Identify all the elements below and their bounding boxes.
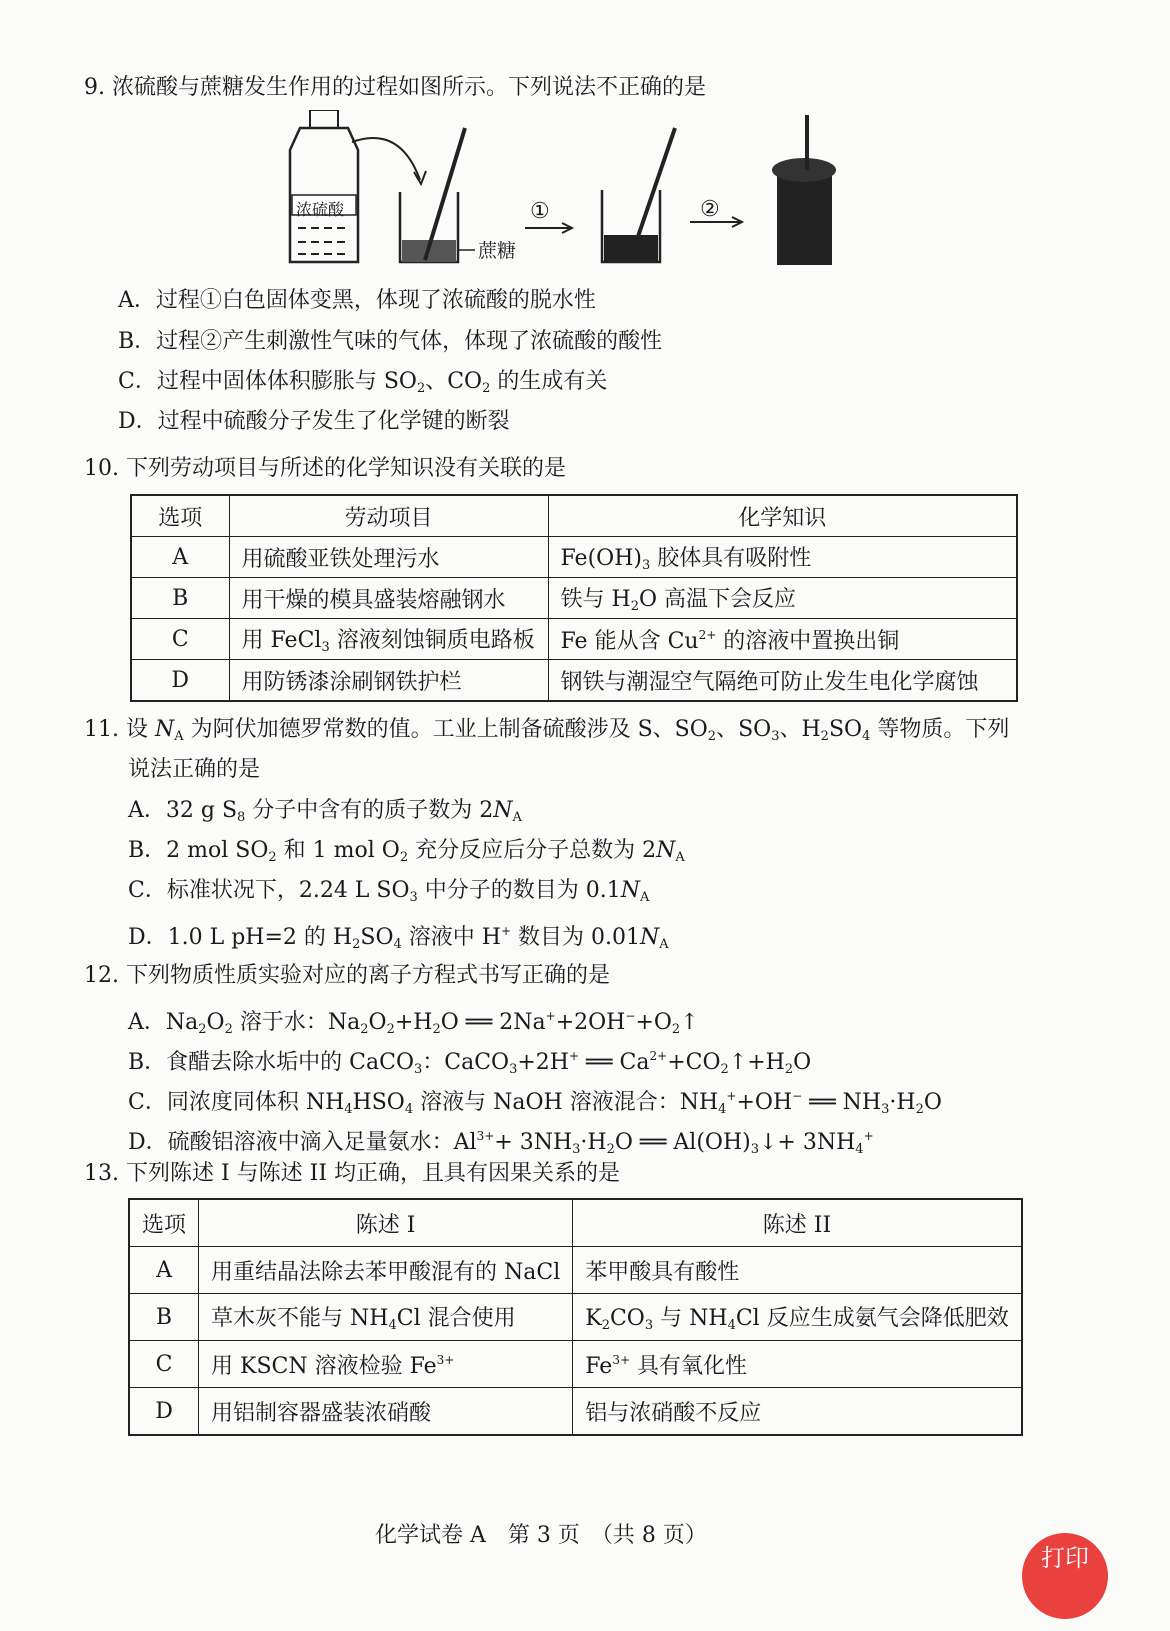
cell: $Fe(OH)_3$ 胶体具有吸附性	[548, 537, 1017, 578]
cell: $K_2CO_3$ 与 $NH_4Cl$ 反应生成氨气会降低肥效	[573, 1294, 1022, 1341]
cell: C	[131, 619, 229, 660]
q9-option-d: D．过程中硫酸分子发生了化学键的断裂	[118, 409, 510, 434]
q9-option-b: B．过程②产生刺激性气味的气体，体现了浓硫酸的酸性	[118, 329, 663, 354]
beaker-expanded-icon	[772, 115, 836, 265]
q12-option-d: D．硫酸铝溶液中滴入足量氨水：$Al^{3+}+ 3NH_3\cdot H_2O$ ══ $Al(OH)_3↓+ 3NH_4^+$	[128, 1129, 874, 1157]
q11-option-b: B．2 mol $SO_2$ 和 1 mol $O_2$ 充分反应后分子总数为 $2N_A$	[128, 838, 685, 865]
q11-option-a: A．32 g $S_8$ 分子中含有的质子数为 $2N_A$	[128, 798, 522, 825]
cell: 用干燥的模具盛装熔融钢水	[229, 578, 548, 619]
q12-option-c: C．同浓度同体积 $NH_4HSO_4$ 溶液与 NaOH 溶液混合：$NH_4^++OH^-$ ══ $NH_3\cdot H_2O$	[128, 1089, 942, 1117]
q11-stem: 11. 设 $N_A$ 为阿伏加德罗常数的值。工业上制备硫酸涉及 S、$SO_2$、$SO_3$、$H_2SO_4$ 等物质。下列	[84, 717, 1010, 744]
q9-option-c: C．过程中固体体积膨胀与 $SO_2$、$CO_2$ 的生成有关	[118, 369, 608, 396]
beaker-sugar-icon	[400, 128, 475, 262]
table-row	[129, 1294, 1022, 1341]
cell: 用防锈漆涂刷钢铁护栏	[229, 660, 548, 702]
header-cell: 劳动项目	[229, 495, 548, 537]
cell: 钢铁与潮湿空气隔绝可防止发生电化学腐蚀	[548, 660, 1017, 702]
table-row	[131, 537, 1017, 578]
table-row	[129, 1247, 1022, 1294]
q9-option-a: A．过程①白色固体变黑，体现了浓硫酸的脱水性	[118, 288, 596, 313]
cell: A	[131, 537, 229, 578]
q11-option-c: C．标准状况下，2.24 L $SO_3$ 中分子的数目为 $0.1N_A$	[128, 878, 650, 905]
table-row	[131, 660, 1017, 702]
header-cell: 选项	[131, 495, 229, 537]
header-cell: 陈述 I	[199, 1199, 573, 1247]
header-cell: 选项	[129, 1199, 199, 1247]
cell: 铝与浓硝酸不反应	[573, 1388, 1022, 1436]
cell: B	[131, 578, 229, 619]
table-row	[131, 578, 1017, 619]
q12-option-a: A．$Na_2O_2$ 溶于水：$Na_2O_2+H_2O$ ══ $2Na^++2OH^-+O_2↑$	[128, 1009, 699, 1037]
cell: D	[129, 1388, 199, 1436]
q13-stem: 13. 下列陈述 I 与陈述 II 均正确，且具有因果关系的是	[84, 1161, 621, 1186]
q13-table	[128, 1198, 1023, 1436]
q10-stem: 10. 下列劳动项目与所述的化学知识没有关联的是	[84, 456, 566, 481]
table-header	[131, 495, 1017, 537]
header-cell: 陈述 II	[573, 1199, 1022, 1247]
bottle-label: 浓硫酸	[296, 200, 345, 219]
cell: 用铝制容器盛装浓硝酸	[199, 1388, 573, 1436]
acid-bottle-icon	[290, 110, 358, 262]
step2-label: ②	[700, 197, 720, 222]
header-cell: 化学知识	[548, 495, 1017, 537]
cell: C	[129, 1341, 199, 1388]
q11-stem-2: 说法正确的是	[128, 757, 261, 782]
cell: 用硫酸亚铁处理污水	[229, 537, 548, 578]
table-header	[129, 1199, 1022, 1247]
cell: 用 KSCN 溶液检验 $Fe^{3+}$	[199, 1341, 573, 1388]
q9-stem: 9. 浓硫酸与蔗糖发生作用的过程如图所示。下列说法不正确的是	[84, 75, 706, 100]
page-footer: 化学试卷 A 第 3 页 （共 8 页）	[375, 1523, 707, 1548]
q9-figure	[280, 110, 860, 280]
cell: $Fe^{3+}$ 具有氧化性	[573, 1341, 1022, 1388]
cell: Fe 能从含 $Cu^{2+}$ 的溶液中置换出铜	[548, 619, 1017, 660]
q11-option-d: D．1.0 L pH=2 的 $H_2SO_4$ 溶液中 H+ 数目为 $0.01N_A$	[128, 924, 669, 952]
sugar-label: 蔗糖	[478, 240, 517, 262]
cell: 苯甲酸具有酸性	[573, 1247, 1022, 1294]
cell: D	[131, 660, 229, 702]
q12-stem: 12. 下列物质性质实验对应的离子方程式书写正确的是	[84, 963, 610, 988]
step1-label: ①	[530, 199, 550, 224]
table-row	[129, 1341, 1022, 1388]
print-button[interactable]: 打印	[1022, 1533, 1108, 1619]
cell: 草木灰不能与 $NH_4Cl$ 混合使用	[199, 1294, 573, 1341]
q12-option-b: B．食醋去除水垢中的 CaCO$_3$：CaCO$_3$+2H+ ══ $Ca^{2+}+CO_2↑+H_2O$	[128, 1049, 812, 1077]
cell: 铁与 $H_2O$ 高温下会反应	[548, 578, 1017, 619]
cell: 用重结晶法除去苯甲酸混有的 NaCl	[199, 1247, 573, 1294]
cell: A	[129, 1247, 199, 1294]
q10-table	[130, 494, 1018, 702]
table-row	[131, 619, 1017, 660]
beaker-black-icon	[602, 128, 675, 262]
cell: B	[129, 1294, 199, 1341]
cell: 用 FeCl$_3$ 溶液刻蚀铜质电路板	[229, 619, 548, 660]
table-row	[129, 1388, 1022, 1436]
